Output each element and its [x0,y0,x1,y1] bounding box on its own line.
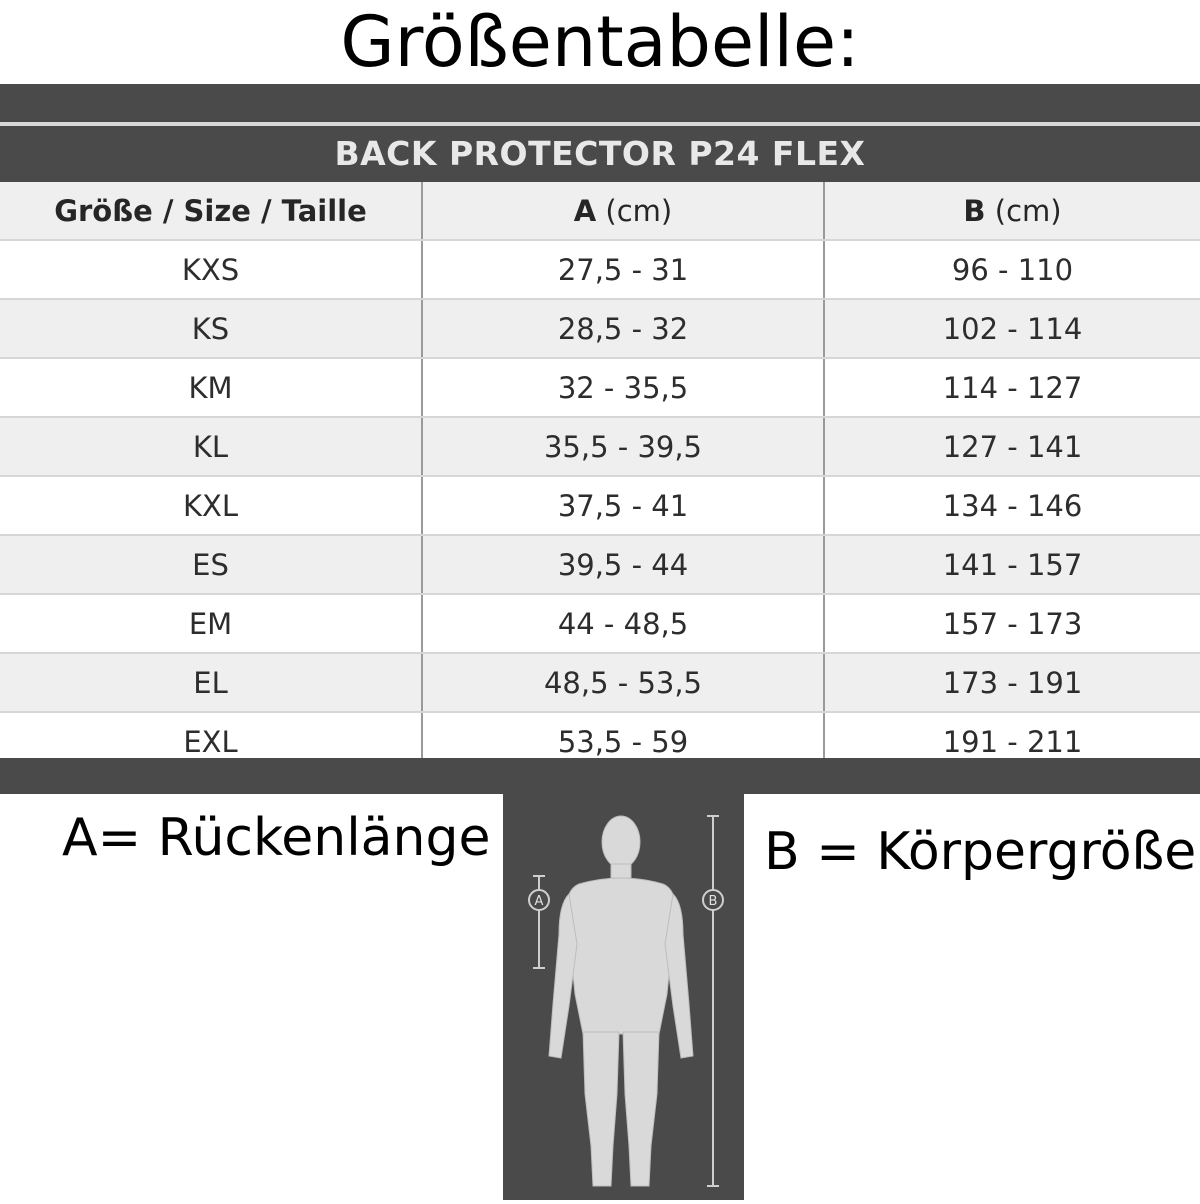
table-row [0,240,1200,299]
table-row [0,476,1200,535]
size-table [0,182,1200,772]
table-header: BACK PROTECTOR P24 FLEX [0,126,1200,182]
size-cell: KM [0,358,422,417]
a-cell: 53,5 - 59 [422,712,824,771]
bottom-bar [0,758,1200,794]
column-header-a [422,182,824,240]
column-header-b-label: B [963,193,986,228]
b-cell: 102 - 114 [824,299,1200,358]
column-header-b [824,182,1200,240]
table-row [0,653,1200,712]
a-cell: 27,5 - 31 [422,240,824,299]
b-cell: 134 - 146 [824,476,1200,535]
b-cell: 96 - 110 [824,240,1200,299]
human-body-silhouette-icon [503,794,744,1200]
a-cell: 32 - 35,5 [422,358,824,417]
a-cell: 48,5 - 53,5 [422,653,824,712]
dimension-b-line [707,816,719,1186]
size-cell: EL [0,653,422,712]
b-cell: 127 - 141 [824,417,1200,476]
size-cell: EM [0,594,422,653]
a-cell: 37,5 - 41 [422,476,824,535]
table-row [0,299,1200,358]
page-title: Größentabelle: [340,1,860,83]
size-cell: KXL [0,476,422,535]
top-bar [0,84,1200,122]
dimension-b-label: B [708,894,718,909]
a-cell: 44 - 48,5 [422,594,824,653]
table-row [0,358,1200,417]
column-header-a-label: A [573,193,597,228]
dimension-a-label: A [534,894,544,909]
body-silhouette [549,816,693,1186]
b-cell: 191 - 211 [824,712,1200,771]
a-cell: 28,5 - 32 [422,299,824,358]
column-header-size-label: Größe / Size / Taille [54,193,367,228]
legend-a-back-length: A= Rückenlänge [62,808,491,868]
size-cell: KS [0,299,422,358]
a-cell: 39,5 - 44 [422,535,824,594]
b-cell: 114 - 127 [824,358,1200,417]
table-row [0,594,1200,653]
table-row [0,535,1200,594]
a-cell: 35,5 - 39,5 [422,417,824,476]
column-header-size [0,182,422,240]
body-figure-panel [503,794,744,1200]
size-cell: KXS [0,240,422,299]
size-cell: EXL [0,712,422,771]
b-cell: 157 - 173 [824,594,1200,653]
b-cell: 141 - 157 [824,535,1200,594]
size-cell: ES [0,535,422,594]
table-row [0,417,1200,476]
column-header-row [0,182,1200,240]
legend-b-body-height: B = Körpergröße [764,822,1197,882]
size-table-wrap [0,182,1200,772]
size-cell: KL [0,417,422,476]
column-header-a-unit: (cm) [596,193,673,228]
column-header-b-unit: (cm) [985,193,1062,228]
b-cell: 173 - 191 [824,653,1200,712]
